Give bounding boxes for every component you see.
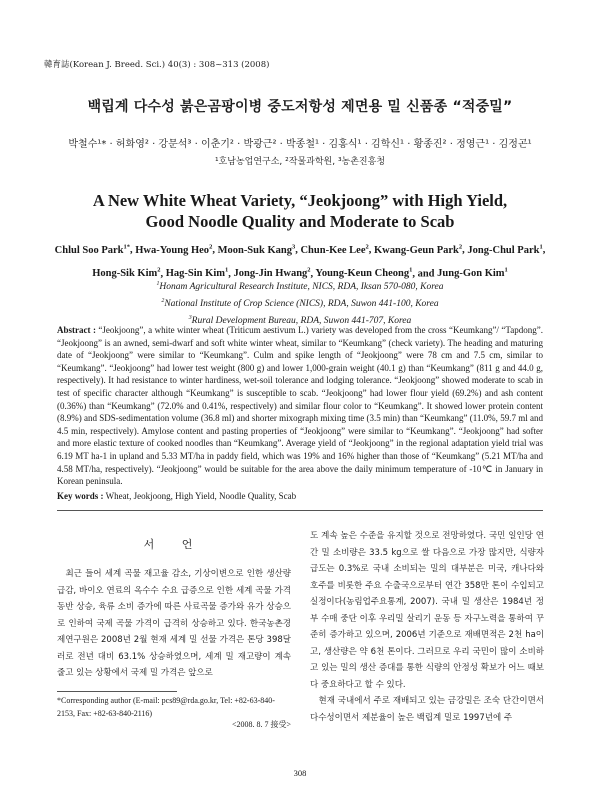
body-column-right — [310, 528, 544, 726]
keywords-label: Key words : — [57, 491, 104, 501]
author-name: Hong-Sik Kim — [92, 268, 158, 279]
author-english — [135, 245, 212, 256]
author-english — [374, 245, 462, 256]
body-column-left — [57, 528, 291, 682]
affiliation-text: Honam Agricultural Research Institute, NICS, RDA, Iksan 570-080, Korea — [159, 282, 444, 293]
authors-korean: 박철수¹* · 허화영² · 강문석³ · 이춘기² · 박광근² · 박종철¹ · 김홍식¹ · 김학신¹ · 황종진² · 정영근¹ · 김정곤¹ — [68, 139, 532, 150]
section-divider — [57, 510, 543, 511]
authors-english: Chlul Soo Park$^{1*}$, Hwa-Young Heo$^2$, Moon-Suk Kang$^3$, Chun-Kee Lee$^2$, Kwang-Geun Park$^2$, Jong-Chul Park$^1$, Hong-Sik Kim$^2$, Hag-Sin Kim$^1$, Jong-Jin Hwang$^2$, Young-Keun Cheong$^1$, and Jung-Gon Kim$^1$ — [54, 243, 546, 279]
intro-paragraph-2: 현재 국내에서 주로 재배되고 있는 금강밀은 조숙 단간이면서 다수성이면서 제분율이 높은 백립계 밀로 1997년에 주 — [310, 696, 544, 723]
author-affiliation-mark: 1 — [409, 266, 413, 274]
affiliation-english — [0, 277, 600, 294]
author-english — [218, 245, 296, 256]
journal-header: 韓育誌(Korean J. Breed. Sci.) 40(3) : 308~313 (2008) — [44, 60, 270, 70]
author-affiliation-mark: 2 — [458, 243, 463, 250]
abstract-text: “Jeokjoong”, a white winter wheat (Triticum aestivum L.) variety was developed from the cross “Keumkang”/ “Tapdong”. “Jeokjoong” is an awned, semi-dwarf and soft white winter wheat, similar to “Keumkang” (check variety). The heading and maturing date of “Jeokjoong” were similar to “Keumkang”. Culm and spike length of “Jeokjoong” were 78 cm and 7.5 cm, similar to “Keumkang”. “Jeokjoong” had lower test weight (800 g) and lower 1,000-grain weight (40.1 g) than “Keumkang” (811 g and 44.0 g, respectively). It had resistance to winter hardiness, wet-soil tolerance and lodging tolerance. “Jeokjoong” showed moderate to scab in test of specific character although “Keumkang” is susceptible to scab. “Jeokjoong” had lower flour yield (69.2%) and ash content (0.36%) than “Keumkang” (72.0% and 0.41%, respectively) and similar flour color to “Keumkang”. It showed lower protein content (8.9%) and SDS-sedimentation volume (36.8 ml) and shorter mixograph mixing time (3.5 min) than “Keumkang” (11.0%, 59.7 ml and 4.5 min, respectively). Amylose content and pasting properties of “Jeokjoong” were similar to “Keumkang”. “Jeokjoong” had softer and more elastic texture of cooked noodles than “Keumkang”. Average yield of “Jeokjoong” in the regional adaptation yield trial was 6.19 MT ha-1 in upland and 5.33 MT/ha in paddy field, which was 19% and 16% higher than those of “Keumkang” (5.21 MT/ha and 4.58 MT/ha, respectively). “Jeokjoong” would be suitable for the area above the daily minimum temperature of -10℃ in January in Korean peninsula. — [57, 325, 543, 487]
author-english — [55, 245, 130, 256]
footnote-divider — [57, 691, 177, 692]
footnote-corresponding-author: *Corresponding author (E-mail: pcs89@rda.go.kr, Tel: +82-63-840-2153, Fax: +82-63-840-2116) — [57, 696, 275, 718]
author-affiliation-mark: 1 — [224, 266, 229, 274]
author-name: Chlul Soo Park — [54, 244, 124, 256]
abstract — [57, 324, 543, 488]
intro-paragraph-1: 최근 들어 세계 곡물 재고율 감소, 기상이변으로 인한 생산량 급감, 바이오 연료의 옥수수 수요 급증으로 인한 세계 곡물 가격 동반 상승, 육류 소비 증가에 따른 사료곡물 증가와 유가 상승으로 인하여 국제 곡물 가격이 급격히 상승하고 있다. 한국농촌경제연구원은 2008년 2월 현재 세계 밀 선물 가격은 톤당 398달러로 전년 대비 63.1% 상승하였으며, 세계 밀 재고량이 계속 줄고 있는 상황에서 국제 밀 가격은 앞으로 — [57, 569, 291, 678]
affiliation-mark: 3 — [188, 315, 192, 322]
received-date: <2008. 8. 7 接受> — [231, 720, 291, 729]
author-name: Jong-Jin Hwang — [233, 268, 308, 279]
page-number: 308 — [293, 768, 307, 778]
author-affiliation-mark: 2 — [365, 243, 369, 250]
author-name: Jung-Gon Kim — [437, 268, 505, 279]
author-name: Young-Keun Cheong — [315, 268, 410, 279]
intro-paragraph-1-continued: 도 계속 높은 수준을 유지할 것으로 전망하였다. 국민 일인당 연간 밀 소비량은 33.5 kg으로 쌀 다음으로 가장 많지만, 식량자급도는 0.3%로 국내 소비되는 밀의 대부분은 미국, 캐나다와 호주를 비롯한 주요 수출국으로부터 연간 358만 톤이 수입되고 실정이다(농림업주요통계, 2007). 국내 밀 생산은 1984년 정부 수매 중단 이후 우리밀 살리기 운동 등 자구노력을 통하여 꾸준히 증가하고 있으며, 2006년 기준으로 재배면적은 2천 ha이고, 생산량은 약 6천 톤이다. 그러므로 우리 국민이 많이 소비하고 있는 밀의 생산 증대를 통한 식량의 안정성 확보가 어느 때보다 중요하다고 할 수 있다. — [310, 531, 544, 690]
affiliations-korean: ¹호남농업연구소, ²작물과학원, ³농촌진흥청 — [214, 157, 386, 167]
title-english — [0, 190, 600, 232]
author-affiliation-mark: 2 — [307, 266, 311, 274]
author-name: Hag-Sin Kim — [165, 268, 225, 279]
keywords — [57, 491, 543, 501]
title-english-line2: Good Noodle Quality and Moderate to Scab — [145, 212, 455, 231]
author-english — [300, 245, 368, 256]
author-affiliation-mark: 1 — [539, 243, 543, 250]
author-name: Jong-Chul Park — [467, 244, 540, 256]
author-name: Hwa-Young Heo — [135, 244, 210, 256]
keywords-text: Wheat, Jeokjoong, High Yield, Noodle Quality, Scab — [105, 491, 297, 501]
author-name: Kwang-Geun Park — [374, 244, 459, 256]
affiliation-mark: 2 — [161, 298, 165, 305]
title-korean: 백립계 다수성 붉은곰팡이병 중도저항성 제면용 밀 신품종 “적중밀” — [87, 99, 513, 115]
affiliations-english — [0, 277, 600, 328]
author-name: Moon-Suk Kang — [217, 244, 292, 256]
section-heading-introduction: 서 언 — [143, 538, 205, 551]
author-affiliation-mark: 1 — [504, 266, 508, 274]
author-affiliation-mark: 1* — [123, 243, 130, 250]
affiliation-mark: 1 — [156, 281, 160, 287]
author-affiliation-mark: 2 — [157, 266, 161, 274]
author-affiliation-mark: 3 — [291, 243, 296, 250]
title-english-line1: A New White Wheat Variety, “Jeokjoong” with High Yield, — [92, 191, 508, 210]
affiliation-text: Rural Development Bureau, RDA, Suwon 441-707, Korea — [191, 316, 412, 327]
affiliation-english — [0, 294, 600, 311]
affiliation-text: National Institute of Crop Science (NICS), RDA, Suwon 441-100, Korea — [164, 299, 439, 310]
author-english — [467, 245, 542, 256]
abstract-label: Abstract : — [57, 325, 96, 335]
author-name: Chun-Kee Lee — [300, 244, 366, 256]
author-affiliation-mark: 2 — [209, 243, 213, 250]
